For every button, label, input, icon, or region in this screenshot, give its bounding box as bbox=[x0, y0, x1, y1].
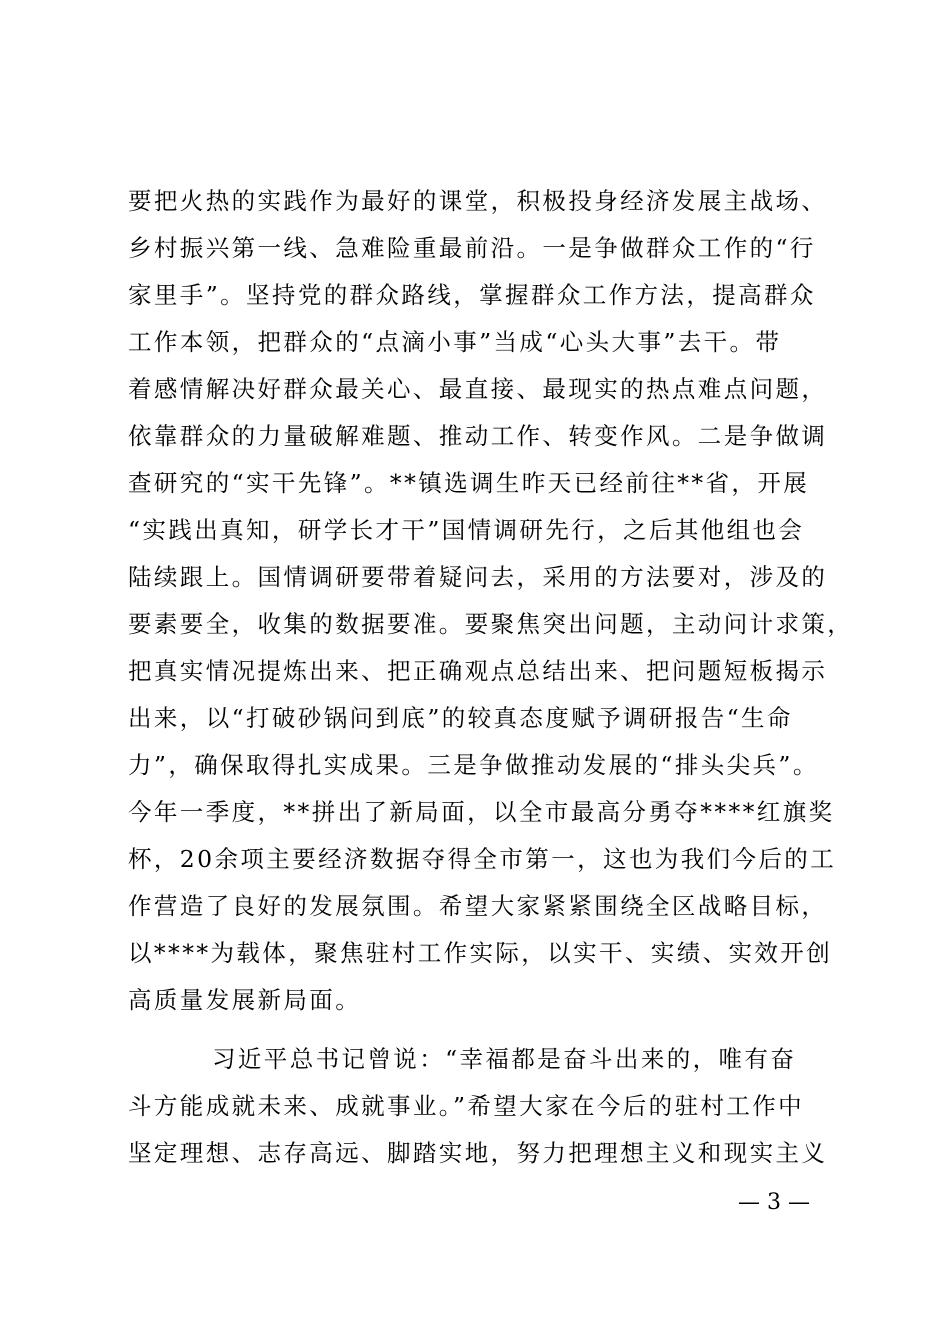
paragraph-1 bbox=[128, 178, 854, 1024]
text-line: 要素要全，收集的数据要准。要聚焦突出问题，主动问计求策， bbox=[128, 610, 854, 638]
text-line: 作营造了良好的发展氛围。希望大家紧紧围绕全区战略目标， bbox=[128, 892, 828, 920]
text-line: 坚定理想、志存高远、脚踏实地，努力把理想主义和现实主义 bbox=[128, 1139, 828, 1167]
text-line: 把真实情况提炼出来、把正确观点总结出来、把问题短板揭示 bbox=[128, 657, 828, 685]
text-line: 杯，20余项主要经济数据夺得全市第一，这也为我们今后的工 bbox=[128, 845, 837, 873]
text-line: 以****为载体，聚焦驻村工作实际，以实干、实绩、实效开创 bbox=[128, 939, 833, 967]
text-line: 陆续跟上。国情调研要带着疑问去，采用的方法要对，涉及的 bbox=[128, 563, 828, 591]
text-line: 家里手”。坚持党的群众路线，掌握群众工作方法，提高群众 bbox=[128, 281, 816, 309]
text-line: 乡村振兴第一线、急难险重最前沿。一是争做群众工作的“行 bbox=[128, 234, 816, 262]
text-line: 依靠群众的力量破解难题、推动工作、转变作风。二是争做调 bbox=[128, 422, 828, 450]
text-line: 力”，确保取得扎实成果。三是争做推动发展的“排头尖兵”。 bbox=[128, 751, 819, 779]
text-line: 习近平总书记曾说：“幸福都是奋斗出来的，唯有奋 bbox=[212, 1045, 797, 1073]
text-line: “实践出真知，研学长才干”国情调研先行，之后其他组也会 bbox=[128, 516, 805, 544]
text-line: 斗方能成就未来、成就事业。”希望大家在今后的驻村工作中 bbox=[128, 1092, 805, 1120]
text-line: 工作本领，把群众的“点滴小事”当成“心头大事”去干。带 bbox=[128, 328, 782, 356]
page-number: — 3 — bbox=[738, 1190, 810, 1215]
text-line: 出来，以“打破砂锅问到底”的较真态度赋予调研报告“生命 bbox=[128, 704, 793, 732]
body-text bbox=[128, 178, 854, 1177]
text-line: 查研究的“实干先锋”。**镇选调生昨天已经前往**省，开展 bbox=[128, 469, 810, 497]
text-line: 着感情解决好群众最关心、最直接、最现实的热点难点问题， bbox=[128, 375, 828, 403]
text-line: 今年一季度，**拼出了新局面，以全市最高分勇夺****红旗奖 bbox=[128, 798, 835, 826]
text-line: 要把火热的实践作为最好的课堂，积极投身经济发展主战场、 bbox=[128, 187, 828, 215]
text-line: 高质量发展新局面。 bbox=[128, 986, 362, 1014]
paragraph-2 bbox=[128, 1036, 848, 1177]
